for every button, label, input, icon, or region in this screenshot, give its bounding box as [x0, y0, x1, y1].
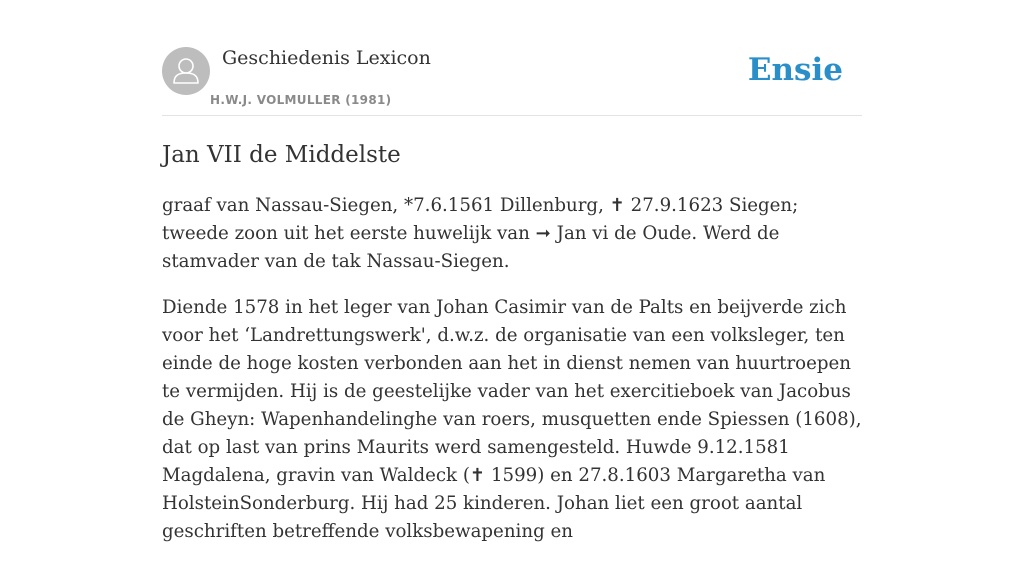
- book-author: H.W.J. VOLMULLER (1981): [210, 93, 392, 107]
- article-paragraph: Diende 1578 in het leger van Johan Casimir van de Palts en beijverde zich voor het ‘Landrettungswerk', d.w.z. de organisatie van een volksleger, ten einde de hoge kosten verbonden aan het in dienst nemen van huurtroepen te vermijden. Hij is de geestelijke vader van het exercitieboek van Jacobus de Gheyn: Wapenhandelinghe van roers, musquetten ende Spiessen (1608), dat op last van prins Maurits werd samengesteld. Huwde 9.12.1581 Magdalena, gravin van Waldeck (✝ 1599) en 27.8.1603 Margaretha van HolsteinSonderburg. Hij had 25 kinderen. Johan liet een groot aantal geschriften betreffende volksbewapening en: [162, 297, 862, 542]
- arrow-right-icon: ➞: [535, 223, 551, 244]
- cross-reference-label: Jan vi de Oude: [556, 223, 692, 244]
- article-body: [162, 192, 862, 564]
- paragraph-text: graaf van Nassau-Siegen, *7.6.1561 Dillenburg, ✝ 27.9.1623 Siegen; tweede zoon uit het eerste huwelijk van: [162, 195, 799, 244]
- cross-reference-link[interactable]: [536, 223, 692, 244]
- paragraph-text: . Werd de stamvader van de tak Nassau-Siegen.: [162, 223, 780, 272]
- article-title: Jan VII de Middelste: [162, 142, 401, 168]
- book-title[interactable]: Geschiedenis Lexicon: [222, 47, 431, 69]
- book-header: [162, 47, 862, 116]
- article-paragraph: [162, 192, 862, 276]
- user-icon[interactable]: [162, 47, 210, 95]
- ensie-logo-link[interactable]: Ensie: [747, 52, 843, 88]
